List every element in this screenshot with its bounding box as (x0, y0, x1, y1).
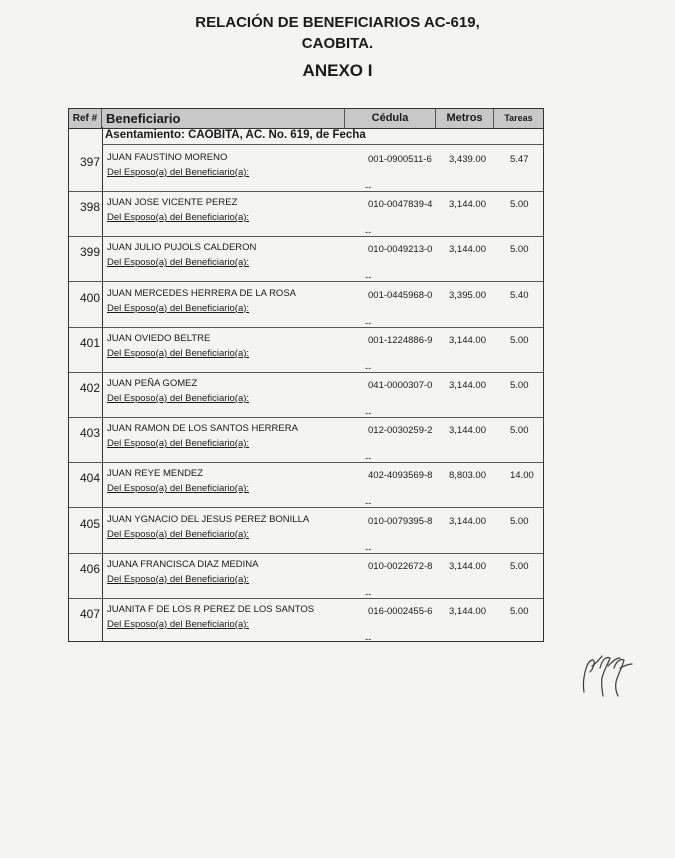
section-divider (102, 144, 543, 145)
beneficiary-name: JUAN JOSE VICENTE PEREZ (107, 197, 238, 209)
table-row (69, 511, 543, 556)
row-ref-number: 399 (79, 245, 100, 260)
row-ref-number: 407 (79, 607, 100, 621)
spouse-label: Del Esposo(a) del Beneficiario(a): (107, 212, 250, 224)
cedula-value: 012-0030259-2 (368, 425, 433, 437)
spouse-cedula-placeholder: -- (365, 634, 372, 645)
cedula-value: 010-0049213-0 (368, 244, 433, 256)
spouse-label: Del Esposo(a) del Beneficiario(a): (107, 393, 250, 404)
row-ref-number: 406 (79, 561, 100, 576)
cedula-value: 041-0000307-0 (368, 380, 433, 391)
spouse-label: Del Esposo(a) del Beneficiario(a): (107, 619, 250, 630)
table-row (69, 465, 543, 510)
spouse-cedula-placeholder: -- (365, 272, 372, 284)
spouse-cedula-placeholder: -- (365, 408, 372, 419)
row-divider (69, 598, 543, 599)
section-heading: Asentamiento: CAOBITA, AC. No. 619, de Fecha (105, 129, 366, 141)
spouse-cedula-placeholder: -- (365, 453, 372, 465)
cedula-value: 001-1224886-9 (368, 334, 433, 346)
row-ref-number: 403 (79, 426, 100, 441)
cedula-value: 001-0445968-0 (368, 289, 433, 301)
row-ref-number: 400 (79, 290, 100, 305)
beneficiary-name: JUANITA F DE LOS R PEREZ DE LOS SANTOS (107, 604, 315, 615)
tareas-value: 5.00 (510, 425, 529, 437)
metros-value: 8,803.00 (449, 470, 486, 482)
table-row (69, 420, 543, 465)
metros-value: 3,144.00 (449, 606, 486, 617)
document-title-block (0, 12, 675, 81)
table-row (69, 375, 543, 420)
table-row (69, 330, 543, 375)
tareas-value: 5.00 (510, 199, 529, 211)
row-ref-number: 398 (79, 200, 100, 215)
beneficiary-name: JUAN REYE MENDEZ (107, 468, 204, 480)
metros-value: 3,395.00 (449, 289, 486, 301)
table-row (69, 239, 543, 284)
metros-value: 3,144.00 (449, 425, 486, 437)
row-divider (69, 236, 543, 237)
row-ref-number: 401 (79, 335, 100, 350)
table-row (69, 285, 543, 330)
document-title: RELACIÓN DE BENEFICIARIOS AC-619, (195, 14, 480, 31)
row-divider (69, 417, 543, 418)
table-row (69, 601, 543, 646)
spouse-cedula-placeholder: -- (365, 182, 372, 193)
tareas-value: 5.00 (510, 515, 529, 527)
cedula-value: 010-0047839-4 (368, 199, 433, 211)
tareas-value: 5.47 (510, 154, 529, 165)
metros-value: 3,144.00 (449, 334, 486, 346)
spouse-cedula-placeholder: -- (365, 362, 372, 374)
column-header-ref: Ref # (69, 109, 102, 128)
column-header-cedula: Cédula (345, 109, 436, 128)
spouse-label: Del Esposo(a) del Beneficiario(a): (107, 483, 250, 495)
beneficiary-name: JUAN FAUSTINO MORENO (107, 152, 228, 163)
metros-value: 3,144.00 (449, 560, 486, 572)
row-ref-number: 402 (79, 381, 100, 395)
row-divider (69, 281, 543, 282)
row-divider (69, 191, 543, 192)
document-subtitle: CAOBITA. (301, 35, 374, 52)
tareas-value: 5.00 (510, 380, 529, 391)
spouse-cedula-placeholder: -- (365, 498, 372, 510)
table-header (69, 108, 543, 129)
cedula-value: 001-0900511-6 (368, 154, 432, 165)
row-divider (69, 372, 543, 373)
table-row (69, 149, 543, 194)
tareas-value: 5.00 (510, 244, 529, 256)
metros-value: 3,144.00 (449, 380, 486, 391)
beneficiary-name: JUAN RAMON DE LOS SANTOS HERRERA (107, 423, 298, 435)
spouse-label: Del Esposo(a) del Beneficiario(a): (107, 302, 250, 314)
spouse-cedula-placeholder: -- (365, 588, 372, 600)
beneficiary-name: JUAN PEÑA GOMEZ (107, 378, 198, 389)
table-row (69, 556, 543, 601)
beneficiary-name: JUANA FRANCISCA DIAZ MEDINA (107, 558, 259, 570)
tareas-value: 5.00 (510, 606, 529, 617)
metros-value: 3,144.00 (449, 515, 486, 527)
tareas-value: 14.00 (510, 470, 534, 482)
beneficiaries-table (68, 108, 544, 645)
spouse-cedula-placeholder: -- (365, 227, 372, 239)
spouse-cedula-placeholder: -- (365, 543, 372, 555)
spouse-label: Del Esposo(a) del Beneficiario(a): (107, 347, 250, 359)
spouse-label: Del Esposo(a) del Beneficiario(a): (107, 573, 250, 585)
beneficiary-name: JUAN YGNACIO DEL JESUS PEREZ BONILLA (107, 513, 310, 525)
row-divider (69, 462, 543, 463)
row-ref-number: 397 (79, 155, 100, 169)
spouse-label: Del Esposo(a) del Beneficiario(a): (107, 528, 250, 540)
tareas-value: 5.00 (510, 334, 529, 346)
metros-value: 3,144.00 (449, 199, 486, 211)
row-ref-number: 405 (79, 516, 100, 531)
annex-title: ANEXO I (302, 61, 373, 80)
spouse-cedula-placeholder: -- (365, 317, 372, 329)
column-header-tareas: Tareas (504, 113, 533, 123)
table-row (69, 194, 543, 239)
column-header-beneficiario: Beneficiario (102, 109, 345, 128)
metros-value: 3,144.00 (449, 244, 486, 256)
beneficiary-name: JUAN JULIO PUJOLS CALDERON (107, 242, 257, 254)
beneficiary-name: JUAN OVIEDO BELTRE (107, 332, 211, 344)
row-divider (69, 507, 543, 508)
row-ref-number: 404 (79, 471, 100, 486)
tareas-value: 5.00 (510, 560, 529, 572)
row-divider (69, 553, 543, 554)
cedula-value: 402-4093569-8 (368, 470, 433, 482)
cedula-value: 010-0079395-8 (368, 515, 433, 527)
cedula-value: 016-0002455-6 (368, 606, 433, 617)
beneficiary-name: JUAN MERCEDES HERRERA DE LA ROSA (107, 287, 296, 299)
metros-value: 3,439.00 (449, 154, 486, 165)
spouse-label: Del Esposo(a) del Beneficiario(a): (107, 167, 250, 178)
row-divider (69, 327, 543, 328)
spouse-label: Del Esposo(a) del Beneficiario(a): (107, 257, 250, 269)
tareas-value: 5.40 (510, 289, 529, 301)
spouse-label: Del Esposo(a) del Beneficiario(a): (107, 438, 250, 450)
column-header-metros: Metros (436, 109, 494, 128)
signature-mark (578, 650, 638, 700)
cedula-value: 010-0022672-8 (368, 560, 433, 572)
